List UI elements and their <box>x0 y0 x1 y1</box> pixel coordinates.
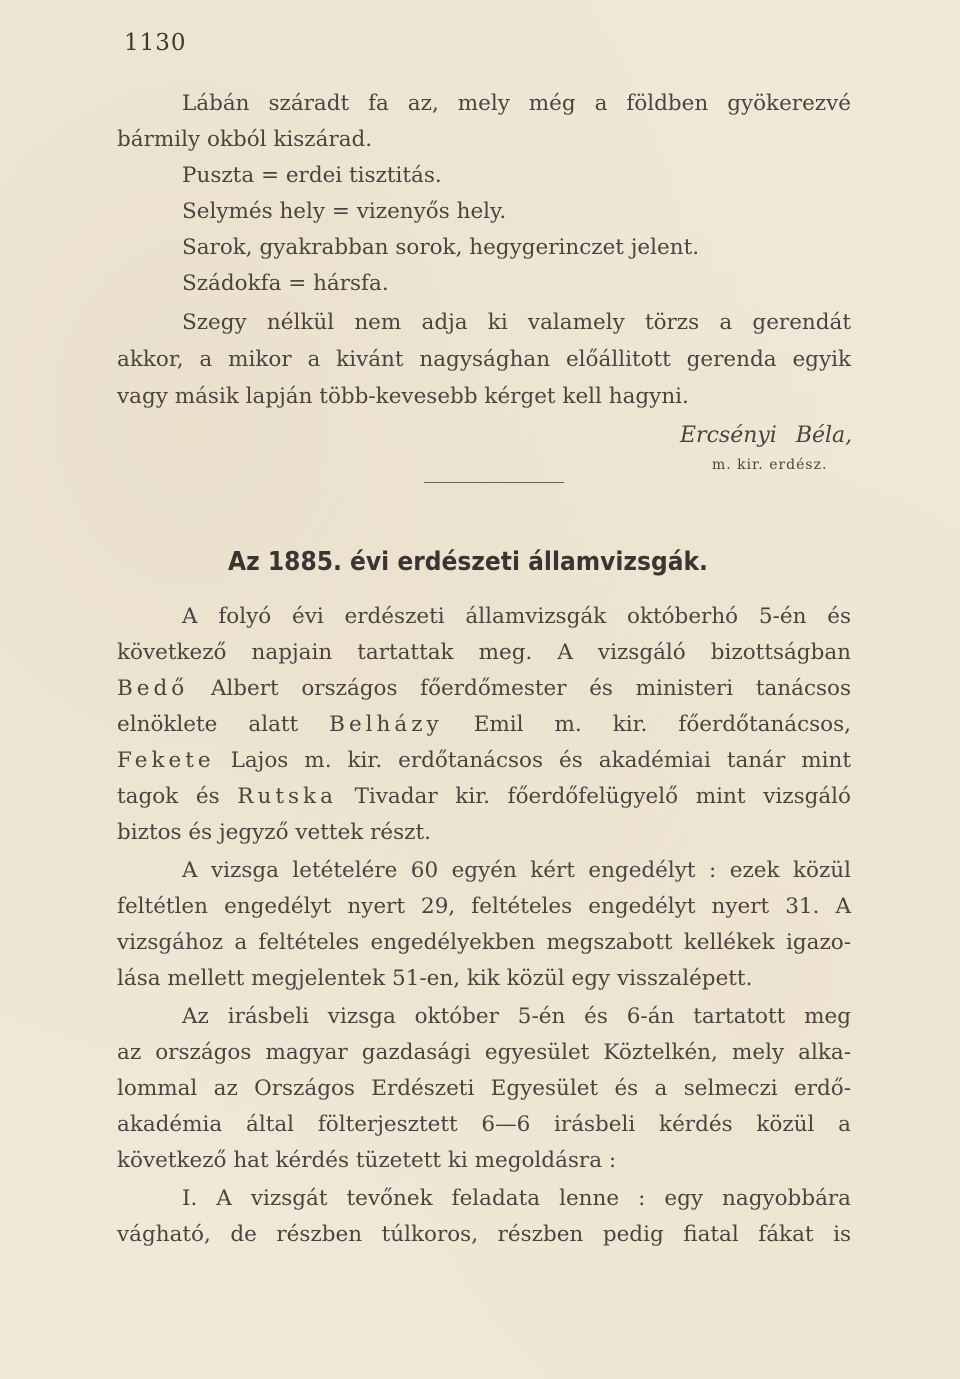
text-line: vizsgához a feltételes engedélyekben megszabott kellékek igazo- <box>117 930 851 955</box>
text-line: Az irásbeli vizsga október 5-én és 6-án tartatott meg <box>182 1004 851 1029</box>
text-line: Fekete Lajos m. kir. erdőtanácsos és akadémiai tanár mint <box>117 748 851 773</box>
text-line: tagok és Rutska Tivadar kir. főerdőfelügyelő mint vizsgáló <box>117 784 851 809</box>
person-name: Bedő <box>117 676 189 701</box>
text-line: akadémia által fölterjesztett 6—6 irásbeli kérdés közül a <box>117 1112 851 1137</box>
person-name: Rutska <box>237 784 337 809</box>
text-line: lommal az Országos Erdészeti Egyesület és a selmeczi erdő- <box>117 1076 851 1101</box>
text-line: az országos magyar gazdasági egyesület Köztelkén, mely alka- <box>117 1040 851 1065</box>
text-line: A vizsga letételére 60 egyén kért engedélyt : ezek közül <box>182 858 851 883</box>
text-line: bármily okból kiszárad. <box>117 127 373 152</box>
text-line: Bedő Albert országos főerdőmester és ministeri tanácsos <box>117 676 851 701</box>
text-line: vagy másik lapján több-kevesebb kérget kell hagyni. <box>117 384 689 409</box>
text-line: Selymés hely = vizenyős hely. <box>182 199 507 224</box>
text-line: feltétlen engedélyt nyert 29, feltételes engedélyt nyert 31. A <box>117 894 851 919</box>
text-line: Szádokfa = hársfa. <box>182 271 389 296</box>
text-line: Lábán száradt fa az, mely még a földben gyökerezvé <box>182 91 851 116</box>
person-name: Belházy <box>329 712 443 737</box>
author-title: m. kir. erdész. <box>712 457 828 473</box>
text-line: A folyó évi erdészeti államvizsgák októberhó 5-én és <box>182 604 851 629</box>
text-line: vágható, de részben túlkoros, részben pedig fiatal fákat is <box>117 1222 851 1247</box>
text-line: Puszta = erdei tisztitás. <box>182 163 442 188</box>
text-line: Sarok, gyakrabban sorok, hegygerinczet jelent. <box>182 235 700 260</box>
text-line: elnöklete alatt Belházy Emil m. kir. főerdőtanácsos, <box>117 712 851 737</box>
text-line: I. A vizsgát tevőnek feladata lenne : egy nagyobbára <box>182 1186 851 1211</box>
article-heading: Az 1885. évi erdészeti államvizsgák. <box>228 547 708 577</box>
text-line: Szegy nélkül nem adja ki valamely törzs a gerendát <box>182 310 851 335</box>
text-line: biztos és jegyző vettek részt. <box>117 820 431 845</box>
text-line: akkor, a mikor a kivánt nagysághan előállitott gerenda egyik <box>117 347 851 372</box>
author-signature: Ercsényi Béla, <box>680 423 853 448</box>
person-name: Fekete <box>117 748 215 773</box>
text-line: lása mellett megjelentek 51-en, kik közül egy visszalépett. <box>117 966 753 991</box>
text-line: következő napjain tartattak meg. A vizsgáló bizottságban <box>117 640 851 665</box>
text-line: következő hat kérdés tüzetett ki megoldásra : <box>117 1148 617 1173</box>
page-number: 1130 <box>124 30 187 56</box>
section-divider <box>424 482 564 483</box>
